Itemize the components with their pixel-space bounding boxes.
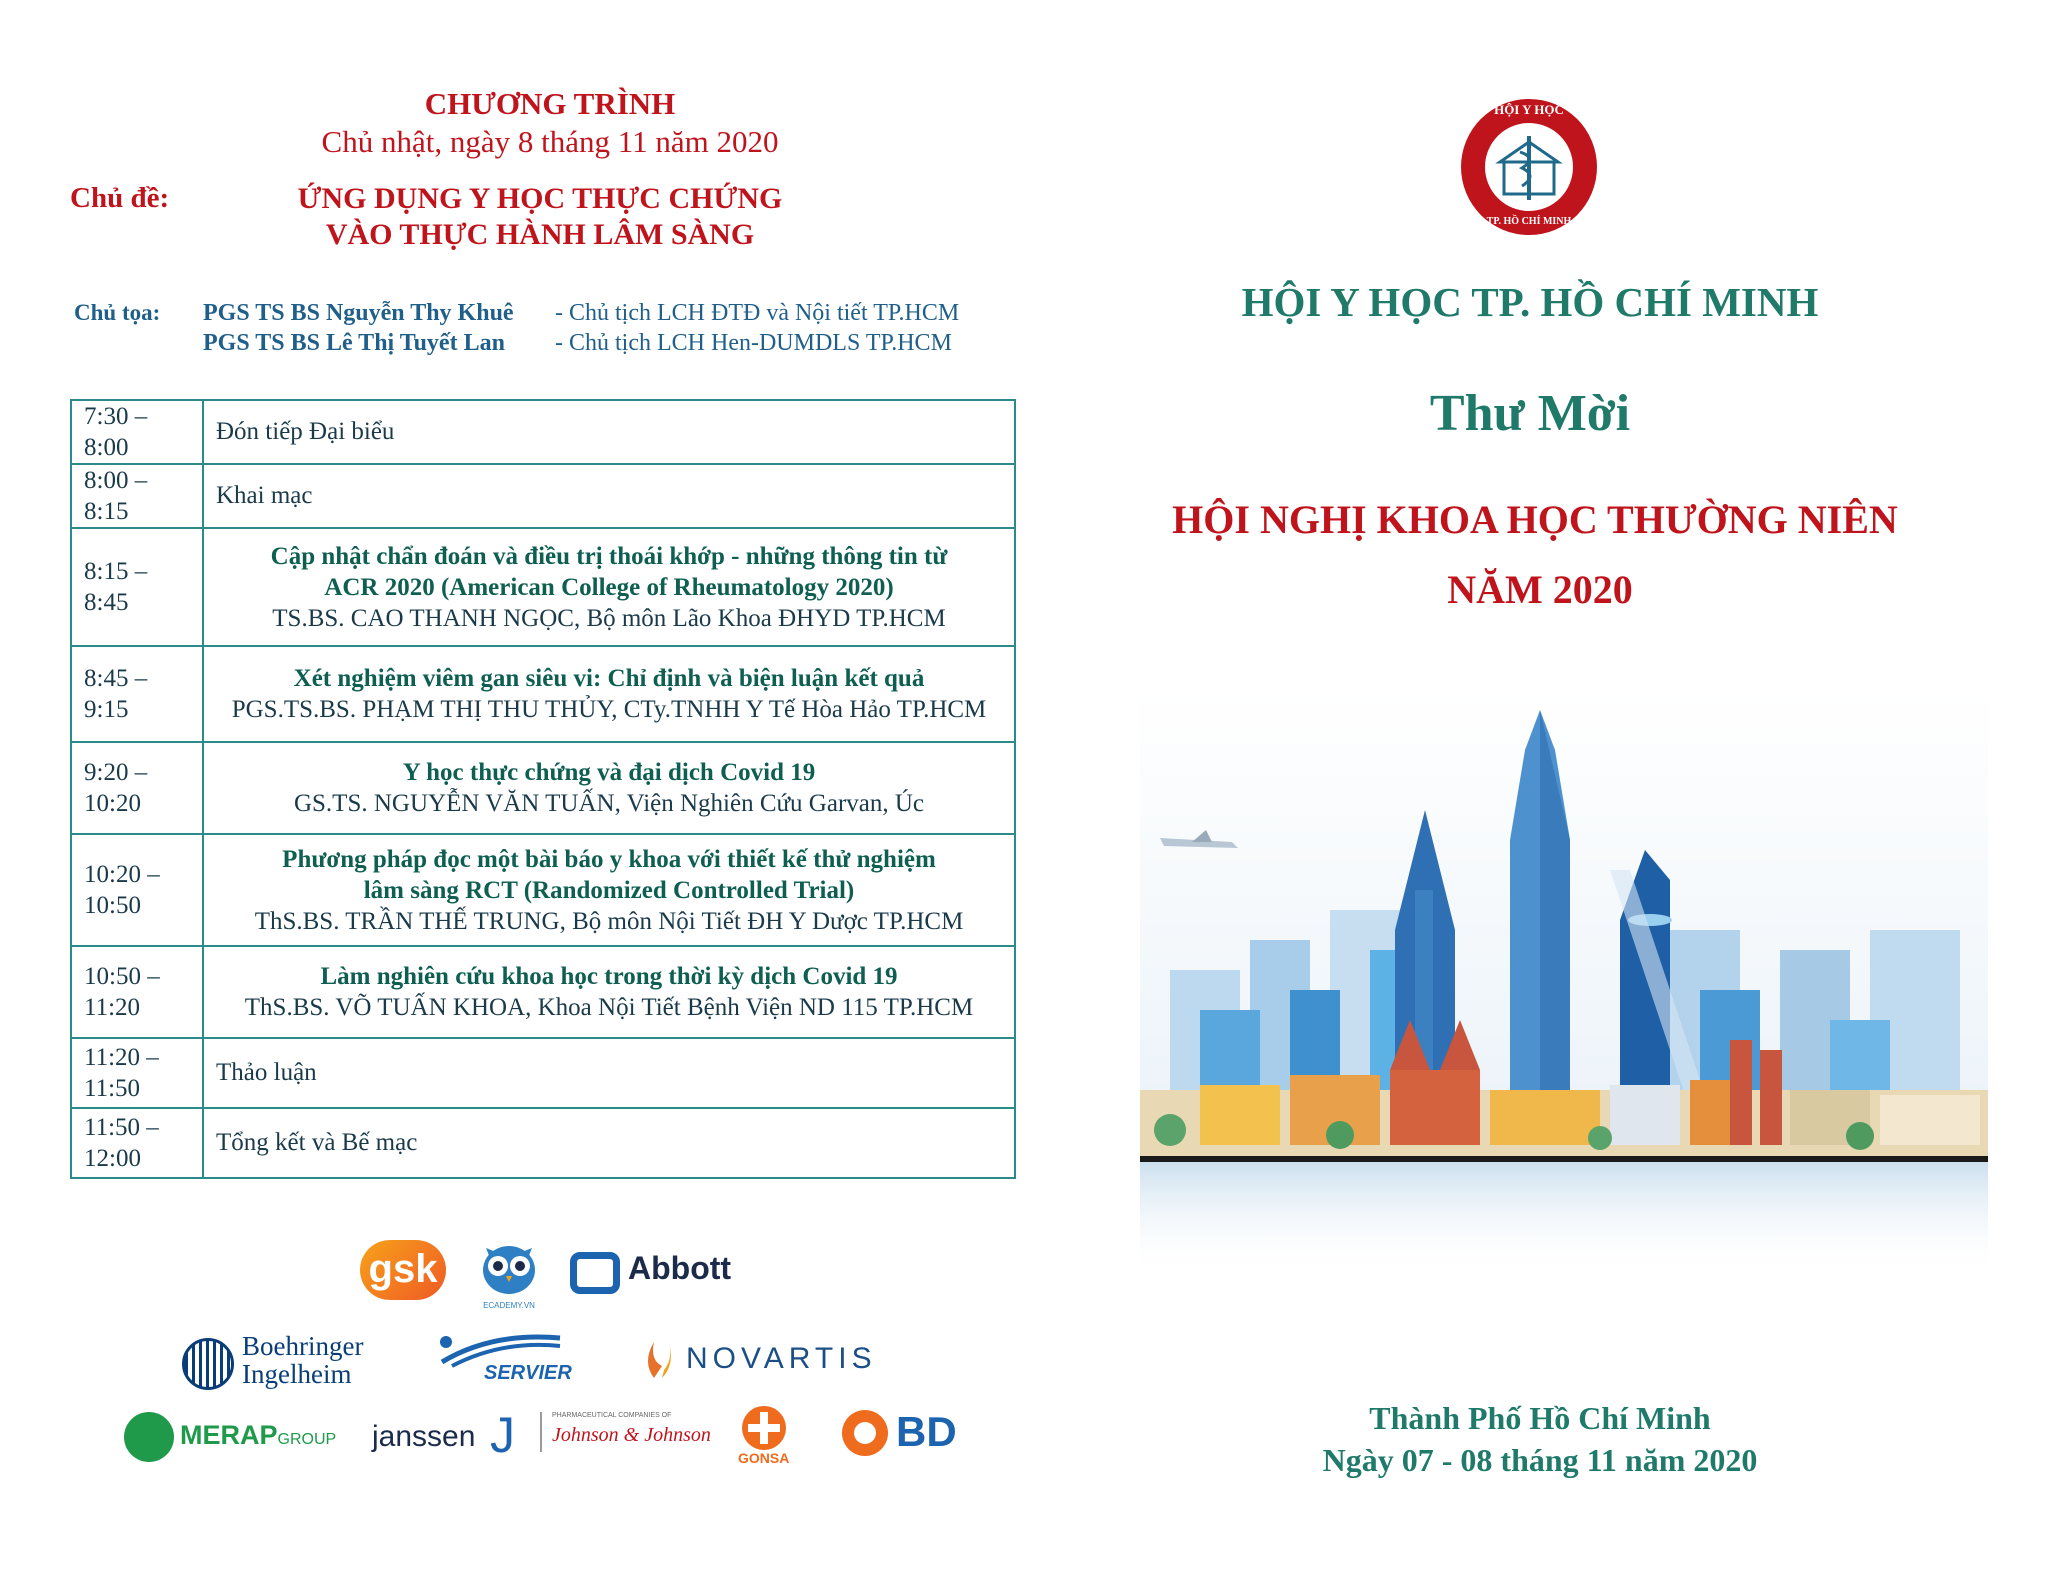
schedule-time: 7:30 – 8:00	[71, 400, 203, 464]
chair-name-2: PGS TS BS Lê Thị Tuyết Lan	[203, 330, 505, 356]
gsk-logo: gsk	[360, 1240, 446, 1300]
conference-title: HỘI NGHỊ KHOA HỌC THƯỜNG NIÊN	[1172, 497, 1898, 542]
conference-year: NĂM 2020	[1447, 567, 1633, 612]
program-title: CHƯƠNG TRÌNH	[424, 86, 676, 121]
schedule-time: 11:20 – 11:50	[71, 1038, 203, 1108]
boehringer-icon	[182, 1338, 234, 1390]
novartis-icon	[640, 1336, 680, 1380]
boehringer-text-2: Ingelheim	[242, 1359, 352, 1389]
seal-top-text: HỘI Y HỌC	[1494, 102, 1564, 117]
schedule-time: 11:50 – 12:00	[71, 1108, 203, 1178]
boehringer-text-1: Boehringer	[242, 1331, 364, 1361]
schedule-time: 10:50 – 11:20	[71, 946, 203, 1038]
schedule-time: 8:15 – 8:45	[71, 528, 203, 646]
bd-icon	[842, 1410, 888, 1456]
merap-icon	[124, 1412, 174, 1462]
talk-title: Phương pháp đọc một bài báo y khoa với thiết kế thử nghiệm	[282, 845, 936, 873]
schedule-row	[71, 834, 1015, 946]
talk-speaker: PGS.TS.BS. PHẠM THỊ THU THỦY, CTy.TNHH Y Tế Hòa Hảo TP.HCM	[231, 696, 987, 723]
seal-bottom-text: TP. HỒ CHÍ MINH	[1486, 216, 1572, 227]
schedule-table	[70, 399, 1016, 1179]
chair-role-2: - Chủ tịch LCH Hen-DUMDLS TP.HCM	[555, 330, 952, 356]
schedule-row	[71, 400, 1015, 464]
jj-logo: Johnson & Johnson	[552, 1424, 711, 1446]
chair-label: Chủ tọa:	[74, 300, 161, 325]
schedule-item: Đón tiếp Đại biểu	[203, 400, 1015, 464]
servier-text: SERVIER	[484, 1362, 572, 1384]
schedule-item	[203, 742, 1015, 834]
association-seal	[1458, 96, 1600, 238]
schedule-row	[71, 1038, 1015, 1108]
city-name: Thành Phố Hồ Chí Minh	[1369, 1400, 1711, 1436]
schedule-time: 9:20 – 10:20	[71, 742, 203, 834]
talk-title: ACR 2020 (American College of Rheumatology 2020)	[324, 573, 894, 601]
schedule-row	[71, 742, 1015, 834]
merap-text: MERAP	[180, 1420, 278, 1450]
schedule-time: 8:00 – 8:15	[71, 464, 203, 528]
topic-line-1: ỨNG DỤNG Y HỌC THỰC CHỨNG	[297, 182, 783, 215]
talk-title: Cập nhật chẩn đoán và điều trị thoái khớp - những thông tin từ	[270, 542, 948, 570]
schedule-row	[71, 464, 1015, 528]
talk-speaker: GS.TS. NGUYỄN VĂN TUẤN, Viện Nghiên Cứu Garvan, Úc	[293, 790, 925, 817]
talk-speaker: ThS.BS. VÕ TUẤN KHOA, Khoa Nội Tiết Bệnh Viện ND 115 TP.HCM	[244, 994, 974, 1021]
sponsor-logos	[120, 1240, 1020, 1480]
boehringer-logo	[242, 1332, 363, 1388]
schedule-time: 10:20 – 10:50	[71, 834, 203, 946]
ecademy-text: ECADEMY.VN	[483, 1301, 535, 1310]
schedule-row	[71, 528, 1015, 646]
divider	[540, 1412, 542, 1452]
chair-role-1: - Chủ tịch LCH ĐTĐ và Nội tiết TP.HCM	[555, 300, 960, 326]
talk-speaker: ThS.BS. TRẦN THẾ TRUNG, Bộ môn Nội Tiết ĐH Y Dược TP.HCM	[254, 907, 964, 935]
flame-icon	[640, 1336, 680, 1380]
talk-speaker: TS.BS. CAO THANH NGỌC, Bộ môn Lão Khoa ĐHYD TP.HCM	[272, 604, 946, 632]
conference-dates: Ngày 07 - 08 tháng 11 năm 2020	[1322, 1442, 1758, 1478]
schedule-item	[203, 528, 1015, 646]
owl-icon	[478, 1240, 540, 1296]
invitation-title: Thư Mời	[1429, 385, 1631, 442]
schedule-item	[203, 834, 1015, 946]
schedule-row	[71, 1108, 1015, 1178]
schedule-row	[71, 946, 1015, 1038]
ecademy-owl-logo	[478, 1240, 540, 1310]
schedule-item: Khai mạc	[203, 464, 1015, 528]
janssen-j-icon: J	[490, 1407, 515, 1463]
merap-group-text: GROUP	[277, 1431, 337, 1448]
schedule-item: Tổng kết và Bế mạc	[203, 1108, 1015, 1178]
chair-name-1: PGS TS BS Nguyễn Thy Khuê	[203, 300, 514, 326]
organization-name: HỘI Y HỌC TP. HỒ CHÍ MINH	[1241, 279, 1819, 325]
topic-line-2: VÀO THỰC HÀNH LÂM SÀNG	[325, 218, 755, 251]
talk-title: Y học thực chứng và đại dịch Covid 19	[402, 759, 816, 786]
janssen-logo: janssen	[372, 1420, 476, 1453]
schedule-row	[71, 646, 1015, 742]
city-skyline-illustration	[1140, 690, 1988, 1275]
schedule-time: 8:45 – 9:15	[71, 646, 203, 742]
jj-small-text: PHARMACEUTICAL COMPANIES OF	[552, 1412, 672, 1419]
talk-title: Xét nghiệm viêm gan siêu vi: Chỉ định và biện luận kết quả	[293, 665, 925, 692]
servier-logo	[432, 1332, 572, 1388]
gonsa-logo: GONSA	[738, 1450, 790, 1466]
abbott-icon	[570, 1252, 620, 1294]
novartis-logo: NOVARTIS	[686, 1342, 877, 1375]
topic-label: Chủ đề:	[70, 182, 170, 214]
schedule-item	[203, 946, 1015, 1038]
talk-title: Làm nghiên cứu khoa học trong thời kỳ dịch Covid 19	[320, 963, 898, 990]
abbott-logo: Abbott	[628, 1250, 732, 1286]
skyline-icon	[1140, 690, 1988, 1275]
talk-title: lâm sàng RCT (Randomized Controlled Trial)	[363, 876, 855, 904]
program-date: Chủ nhật, ngày 8 tháng 11 năm 2020	[321, 124, 779, 159]
schedule-item	[203, 646, 1015, 742]
schedule-item: Thảo luận	[203, 1038, 1015, 1108]
gonsa-icon	[742, 1406, 786, 1450]
bd-logo: BD	[896, 1408, 957, 1455]
merap-logo	[180, 1420, 336, 1451]
